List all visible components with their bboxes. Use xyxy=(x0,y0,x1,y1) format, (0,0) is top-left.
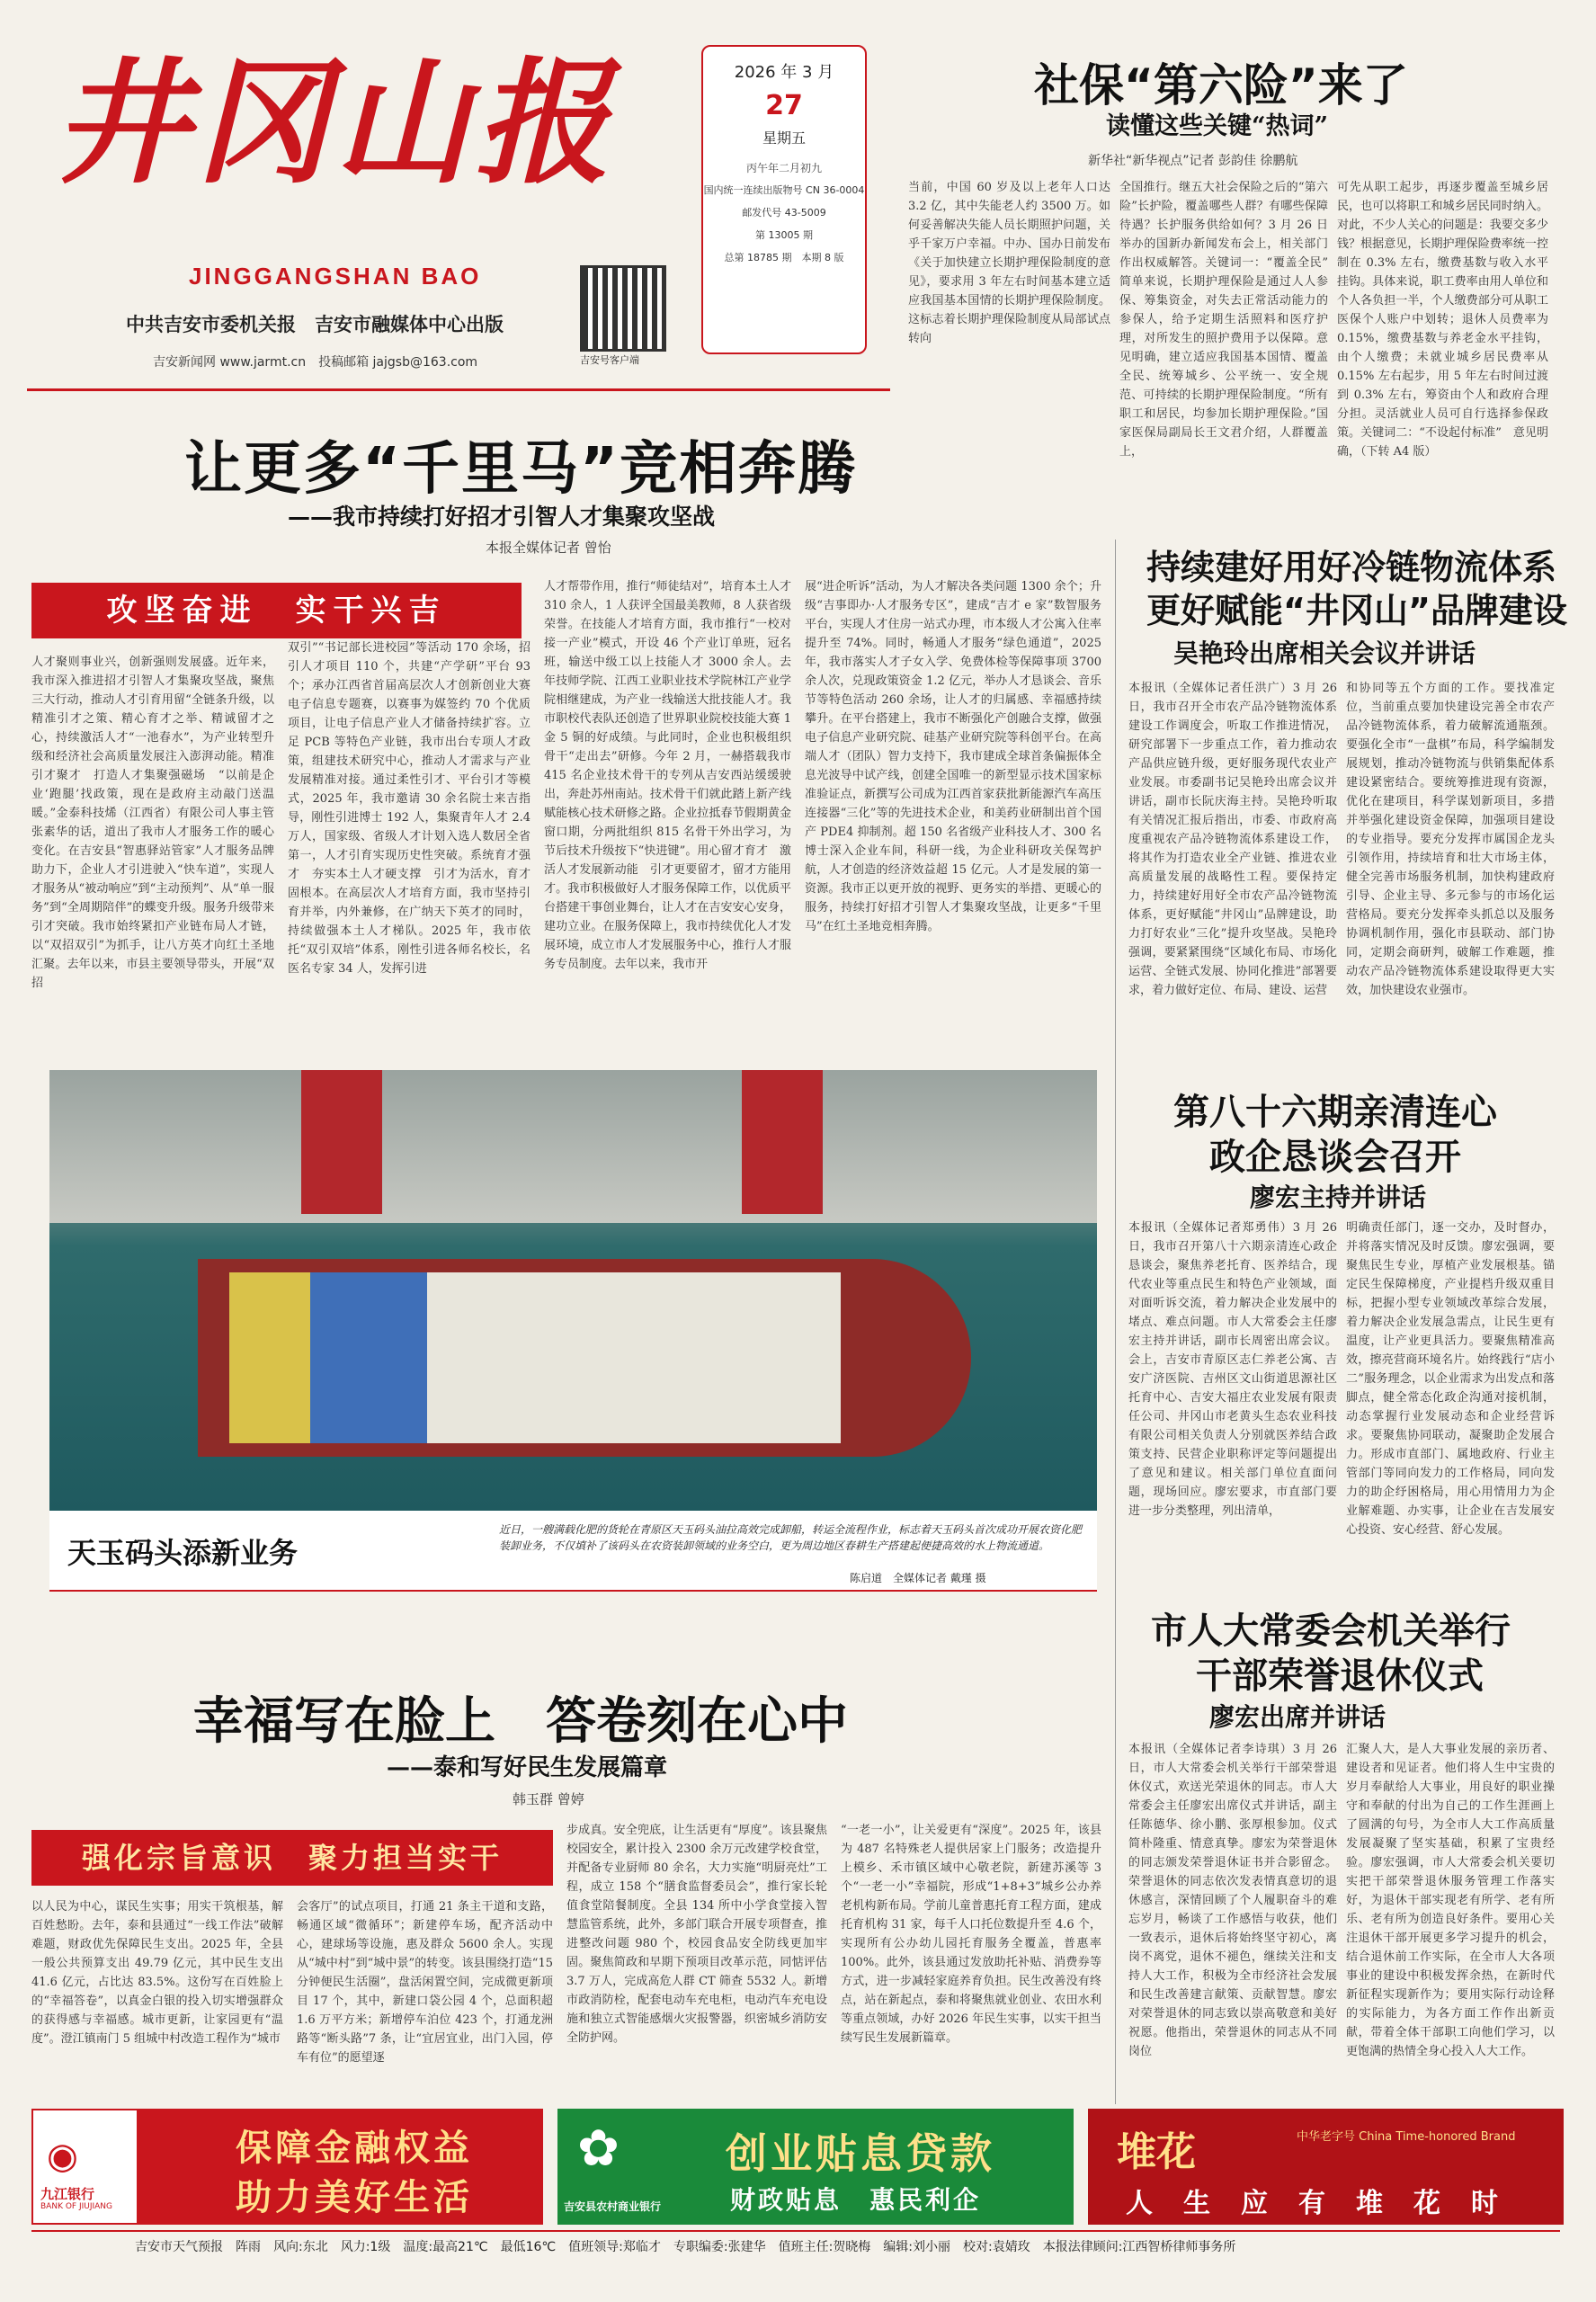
ad3-sub: 中华老字号 China Time-honored Brand xyxy=(1297,2130,1516,2144)
masthead-pinyin: JINGGANGSHAN BAO xyxy=(189,263,482,290)
qr-code-icon xyxy=(580,265,666,352)
retire-subhead: 廖宏出席并讲话 xyxy=(1209,1702,1386,1732)
livelihood-col4: “一老一小”，让关爱更有“深度”。2025 年，该县为 487 名特殊老人提供居家上门服务；改造提升上模乡、禾市镇区域中心敬老院，新建苏溪等 3 个“一老一小”幸福院，形成“1+8+3”城乡公办养老机构新布局。学前儿童普惠托育工程方面，建成托育机构 31 家，每千人口托位数提升至 4.6 个，实现所有公办幼儿园托育服务全覆盖，普惠率 100%。此外，该县通过发放助托补贴、消费券等方式，进一步减轻家庭养育负担。民生改善没有终点，站在新起点，泰和将聚焦就业创业、农田水利等重点领域，办好 2026 年民生实事，以实干担当续写民生发展新篇章。 xyxy=(841,1824,1101,2045)
retire-headline-1: 市人大常委会机关举行 xyxy=(1151,1611,1511,1652)
bank-logo-icon: ◉ xyxy=(47,2136,78,2177)
rural-bank-logo-icon: ✿ xyxy=(577,2119,620,2178)
lead-col4: 展“进企听诉”活动，为人才解决各类问题 1300 余个；升级“吉事即办·人才服务专区”，建成“吉才 e 家”数智服务平台，实现人才住房一站式办理，市本级人才公寓入住率提升至 74%。同时，畅通人才服务“绿色通道”，2025 年，我市落实人才子女入学、免费体检等保障事项 3700 余人次，兑现政策资金 1.2 亿元，举办人才恳谈会、音乐节等特色活动 260 余场，让人才的归属感、幸福感持续攀升。在平台搭建上，我市不断强化产创融合支撑，做强电子信息产业研究院、硅基产业研究院等科创平台。在高端人才（团队）智力支持下，我市建成全球首条偏振体全息光波导中试产线，创建全国唯一的新型显示技术国家标准验证点，新撰写公司成为江西首家获批新能源汽车高压连接器“三化”等的先进技术企业，和美药业研制出首个国产 PDE4 抑制剂。超 150 名省级产业科技人才、300 名博士深入企业车间，科研一线，为企业科研攻关保驾护航，人才创造的经济效益超 15 亿元。人才是发展的第一资源。我市正以更开放的视野、更务实的举措、更暖心的服务，持续打好招才引智人才集聚攻坚战，让更多“千里马”在红土圣地竞相奔腾。 xyxy=(805,580,1101,933)
masthead-title: 井冈山报 xyxy=(54,44,616,202)
crane-right xyxy=(742,1070,823,1214)
date-box xyxy=(701,45,867,354)
ad1-line1: 保障金融权益 xyxy=(236,2128,473,2169)
masthead-org: 中共吉安市委机关报 吉安市融媒体中心出版 xyxy=(126,314,504,335)
qinqing-subhead: 廖宏主持并讲话 xyxy=(1250,1182,1427,1212)
photo-credit: 陈启道 全媒体记者 戴瑾 摄 xyxy=(850,1572,986,1584)
issue-day: 27 xyxy=(765,90,803,121)
qinqing-headline-2: 政企恳谈会召开 xyxy=(1209,1137,1461,1178)
ad-jiujiang-bank[interactable] xyxy=(31,2109,543,2225)
top-story-headline: 社保“第六险”来了 xyxy=(1034,59,1408,112)
retire-col2: 汇聚人大，是人大事业发展的亲历者、建设者和见证者。他们将人生中宝贵的岁月奉献给人大事业，用良好的职业操守和奉献的付出为自己的工作生涯画上了圆满的句号，为全市人大工作高质量发展凝聚了坚实基础，积累了宝贵经验。廖宏强调，市人大常委会机关要切实把干部荣誉退休服务管理工作落实好，为退休干部实现老有所学、老有所乐、老有所为创造良好条件。要用心关注退休干部开展更多学习提升的机会，结合退休前工作实际，在全市人大各项事业的建设中积极发挥余热，在新时代新征程实现新作为；要用实际行动诠释的实际能力，为各方面工作作出新贡献，带着全体干部职工向他们学习，以更饱满的热情全身心投入人大工作。 xyxy=(1346,1743,1555,2058)
total-issue: 总第 18785 期 本期 8 版 xyxy=(724,252,844,263)
qinqing-headline-1: 第八十六期亲清连心 xyxy=(1173,1092,1497,1133)
lunar-date: 丙午年二月初九 xyxy=(745,162,822,174)
livelihood-col2: 会客厅”的试点项目，打通 21 条主干道和支路，畅通区域“微循环”；新建停车场，配齐活动中心，建球场等设施，惠及群众 5600 余人。实现从“城中村”到“城中景”的转变。该县围绕打造“15 分钟便民生活圈”，盘活闲置空间，完成微更新项目 17 个，其中，新建口袋公园 4 个，总面积超 1.6 万平方米；新增停车泊位 423 个，打通龙洲路等“断头路”7 条，让“宜居宜业，出门入园，停车有位”的愿望逐 xyxy=(297,1900,553,2065)
qr-label: 吉安号客户端 xyxy=(580,354,639,366)
ad2-line2: 财政贴息 惠民利企 xyxy=(730,2185,982,2215)
ad2-name: 吉安县农村商业银行 xyxy=(564,2200,662,2213)
coldchain-col1: 本报讯（全媒体记者任洪广）3 月 26 日，我市召开全市农产品冷链物流体系建设工作调度会，听取工作推进情况，研究部署下一步重点工作，着力推动农产品供应链升级，更好服务现代农业产业发展。市委副书记吴艳玲出席会议并讲话，副市长阮庆海主持。吴艳玲听取有关情况汇报后指出，市委、市政府高度重视农产品冷链物流体系建设工作，将其作为打造农业全产业链、推进农业高质量发展的战略性工程。要保持定力，持续建好用好全市农产品冷链物流体系，更好赋能“井冈山”品牌建设，助力打好农业“三化”提升攻坚战。吴艳玲强调，要紧紧围绕“区域化布局、市场化运营、全链式发展、协同化推进”部署要求，着力做好定位、布局、建设、运营 xyxy=(1128,682,1337,997)
ship-cargo xyxy=(229,1272,841,1443)
issue-number: 第 13005 期 xyxy=(755,229,813,241)
lead-headline: 让更多“千里马”竞相奔腾 xyxy=(184,436,858,503)
coldchain-subhead: 吴艳玲出席相关会议并讲话 xyxy=(1173,638,1476,668)
livelihood-col3: 步成真。安全兜底，让生活更有“厚度”。该县聚焦校园安全，累计投入 2300 余万元改建学校食堂，并配备专业厨师 80 余名，大力实施“明厨亮灶”工程，成立 158 个“膳食监督委员会”，推行家长轮值食堂陪餐制度。全县 134 所中小学食堂接入智慧监管系统，此外，多部门联合开展专项督查，推进整改问题 980 个，校园食品安全防线更加牢固。聚焦简政和早期下预项目改革示范，同惦评估 3.7 万人，完成高危人群 CT 筛查 5532 人。新增市政消防栓，配套电动车充电柜，电动汽车充电设施和独立式智能感烟火灾报警器，织密城乡消防安全防护网。 xyxy=(566,1824,827,2045)
cn-number: 国内统一连续出版物号 CN 36-0004 xyxy=(703,184,865,196)
post-code: 邮发代号 43-5009 xyxy=(742,207,826,219)
ad1-name: 九江银行 xyxy=(40,2186,95,2202)
masthead-rule xyxy=(27,388,890,391)
lead-banner: 攻坚奋进 实干兴吉 xyxy=(31,583,522,638)
livelihood-byline: 韩玉群 曾婷 xyxy=(513,1791,584,1807)
masthead-web: 吉安新闻网 www.jarmt.cn 投稿邮箱 jajgsb@163.com xyxy=(153,355,478,370)
top-story-col2: 全国推行。继五大社会保险之后的“第六险”长护险，覆盖哪些人群？有哪些保障待遇？长护服务供给如何？3 月 26 日举办的国新办新闻发布会上，相关部门作出权威解答。关键词一：“覆盖全民” 简单来说，长期护理保险是通过人人参保、筹集资金，对失去正常活动能力的参保人，给予定期生活照料和医疗护理，对所发生的照护费用予以保障。意见明确，建立适应我国基本国情、覆盖全民、统筹城乡、公平统一、安全规范、可持续的长期护理保险制度。“所有职工和居民，均参加长期护理保险。”国家医保局副局长王文君介绍，人群覆盖上， xyxy=(1119,181,1341,459)
ad3-name: 堆花 xyxy=(1117,2129,1196,2175)
retire-col1: 本报讯（全媒体记者李诗琪）3 月 26 日，市人大常委会机关举行干部荣誉退休仪式，欢送光荣退休的同志。市人大常委会主任廖宏出席仪式并讲话，副主任陈德华、徐小鹏、张厚根参加。仪式简朴隆重、情意真挚。廖宏为荣誉退休的同志颁发荣誉退休证书并合影留念。荣誉退休的同志依次发表情真意切的退休感言，深情回顾了个人履职奋斗的难忘岁月，畅谈了工作感悟与收获，他们一致表示，退休后将始终坚守初心，离岗不离党，退休不褪色，继续关注和支持人大工作，积极为全市经济社会发展和民生改善建言献策、贡献智慧。廖宏对荣誉退休的同志致以崇高敬意和美好祝愿。他指出，荣誉退休的同志从不同岗位 xyxy=(1128,1743,1337,2058)
qinqing-col1: 本报讯（全媒体记者郑勇伟）3 月 26 日，我市召开第八十六期亲清连心政企恳谈会，聚焦养老托育、医养结合，现代农业等重点民生和特色产业领域，面对面听诉交流，着力解决企业发展中的堵点、难点问题。市人大常委会主任廖宏主持并讲话，副市长周密出席会议。会上，吉安市青原区志仁养老公寓、吉安广济医院、吉州区文山街道思源社区托育中心、吉安大福庄农业发展有限责任公司、井冈山市老黄头生态农业科技有限公司相关负责人分别就医养结合政策支持、民营企业职称评定等问题提出了意见和建议。相关部门单位直面问题，现场回应。廖宏要求，市直部门要进一步分类整理，列出清单， xyxy=(1128,1221,1337,1518)
ad1-sub: BANK OF JIUJIANG xyxy=(40,2202,113,2211)
coldchain-col2: 和协同等五个方面的工作。要找准定位，当前重点要加快建设完善全市农产品冷链物流体系，着力破解流通瓶颈。要强化全市“一盘棋”布局，科学编制发展规划，推动冷链物流与供销集配体系建设紧密结合。要统筹推进现有资源，优化在建项目，科学谋划新项目，多措并举强化建设资金保障，加强项目建设的专业指导。要充分发挥市属国企龙头引领作用，持续培育和壮大市场主体，健全完善市场服务机制，加快构建政府引导、企业主导、多元参与的市场化运营格局。要充分发挥牵头抓总以及服务协调机制作用，强化市县联动、部门协同，定期会商研判，破解工作难题，推动农产品冷链物流体系建设取得更大实效，加快建设农业强市。 xyxy=(1346,682,1555,997)
top-story-byline: 新华社“新华视点”记者 彭韵佳 徐鹏航 xyxy=(1088,154,1298,168)
dock-area xyxy=(49,1070,1097,1223)
livelihood-col1: 以人民为中心，谋民生实事；用实干筑根基，解百姓愁盼。去年，泰和县通过“一线工作法”破解难题，财政优先保障民生支出。2025 年，全县一般公共预算支出 49.79 亿元，其中民生支出 41.6 亿元，占比达 83.5%。这份写在百姓脸上的“幸福答卷”，以真金白银的投入切实增强群众的获得感与幸福感。城市更新，让家园更有“温度”。澄江镇南门 5 组城中村改造工程作为“城市 xyxy=(31,1900,283,2046)
lead-col3: 人才帮带作用，推行“师徒结对”，培育本土人才 310 余人，1 人获评全国最美教师，8 人获省级荣誉。在技能人才培育方面，我市推行“一校对接一产业”模式，开设 46 个产业订单班，冠名班，输送中级工以上技能人才 3000 余人。去年技师学院、江西工业职业技术学院林江产业学院相继建成，为产业一线输送大批技能人才。我市职校代表队还创造了世界职业院校技能大赛 1 金 5 铜的好成绩。与此同时，企业也积极组织骨干“走出去”研修。今年 2 月，一赫搭载我市 415 名企业技术骨干的专列从吉安西站缓缓驶出，奔赴苏州南站。技术骨干们就此踏上新产线赋能核心技术研修之路。企业拉抵春节假期黄金窗口期，分两批组织 815 名骨干外出学习，为节后技术升级按下“快进键”。用心留才育才 激活人才发展新动能 引才更要留才，留才方能用才。我市积极做好人才服务保障工作，以优质平台搭建干事创业舞台，让人才在吉安安心安身，建功立业。在服务保障上，我市持续优化人才发展环境，成立市人才发展服务中心，推行人才服务专员制度。去年以来，我市开 xyxy=(544,580,791,971)
ad-duihua[interactable] xyxy=(1088,2109,1564,2225)
lead-col1: 人才聚则事业兴，创新强则发展盛。近年来，我市深入推进招才引智人才集聚攻坚战，聚焦三大行动，推动人才引育用留“全链条升级，以精准引才之策、精心育才之举、精诚留才之心，持续激活人才“一池春水”，为产业转型升级和经济社会高质量发展注入澎湃动能。精准引才聚才 打造人才集聚强磁场 “以前是企业‘跑腿’找政策，现在是政府主动敲门送温暖。”金泰科技烯（江西省）有限公司人事主管张素华的话，道出了我市人才服务工作的暖心变化。在吉安县“智惠驿站管家”人才服务品牌助力下，企业人才引进驶入“快车道”，实现人才服务从“被动响应”到“主动预判”、从“单一服务”到“全周期陪伴”的蝶变升级。服务升级带来引才突破。我市始终紧扣产业链布局人才链，以“双招双引”为抓手，让八方英才向红土圣地汇聚。去年以来，市县主要领导带头，开展“双招 xyxy=(31,656,274,990)
column-divider xyxy=(1115,540,1116,2104)
coldchain-headline-1: 持续建好用好冷链物流体系 xyxy=(1146,548,1557,587)
top-story-col1: 当前，中国 60 岁及以上老年人口达 3.2 亿，其中失能老人约 3500 万。如何妥善解决失能人员长期照护问题，关乎千家万户幸福。中办、国办日前发布《关于加快建立长期护理保险制度的意见》，要求用 3 年左右时间基本建立适应我国基本国情的长期护理保险制度。这标志着长期护理保险制度从局部试点转向 xyxy=(908,181,1110,345)
photo-title: 天玉码头添新业务 xyxy=(67,1536,299,1570)
retire-headline-2: 干部荣誉退休仪式 xyxy=(1196,1655,1484,1697)
footer-rule xyxy=(31,2230,1560,2232)
ad2-line1: 创业贴息贷款 xyxy=(726,2129,995,2178)
lead-subhead: ——我市持续打好招才引智人才集聚攻坚战 xyxy=(288,504,716,530)
coldchain-headline-2: 更好赋能“井冈山”品牌建设 xyxy=(1146,591,1567,630)
livelihood-headline: 幸福写在脸上 答卷刻在心中 xyxy=(193,1692,848,1751)
livelihood-banner: 强化宗旨意识 聚力担当实干 xyxy=(31,1830,553,1886)
qinqing-col2: 明确责任部门，逐一交办，及时督办，并将落实情况及时反馈。廖宏强调，要聚焦民生专业，厚植产业发展根基。锚定民生保障梯度，产业提档升级双重目标，把握小型专业领域改革综合发展，着力解决企业发展急需点，让民生更有温度，让产业更具活力。要聚焦精准高效，擦亮营商环境名片。始终践行“店小二”服务理念，以企业需求为出发点和落脚点，健全常态化政企沟通对接机制，动态掌握行业发展动态和企业经营诉求。要聚焦协同联动，凝聚助企发展合力。形成市直部门、属地政府、行业主管部门等同向发力的工作格局，同向发力的助企纾困格局，用心用情用力为企业解难题、办实事，让企业在吉发展安心投资、安心经营、舒心发展。 xyxy=(1346,1221,1555,1537)
lead-col2: 双引”“书记部长进校园”等活动 170 余场，招引人才项目 110 个，共建“产学研”平台 93 个；承办江西省首届高层次人才创新创业大赛电子信息专题赛，以赛事为媒签约 70 个优质项目，让电子信息产业人才储备持续扩容。立足 PCB 等特色产业链，我市出台专项人才政策，组建技术研究中心，推动人才需求与产业发展精准对接。通过柔性引才、平台引才等模式，2025 年，我市邀请 30 余名院士来吉指导，刚性引进博士 192 人，集聚青年人才 2.4 万人，国家级、省级人才计划入选人数居全省第一，人才引育实现历史性突破。系统育才强才 夯实本土人才硬支撑 引才为活水，育才固根本。在高层次人才培育方面，我市坚持引育并举，内外兼修，在广纳天下英才的同时，持续做强本土人才梯队。2025 年，我市依托“双引双培”体系，刚性引进各师名校长，名医名专家 34 人，发挥引进 xyxy=(288,641,531,976)
issue-weekday: 星期五 xyxy=(762,129,806,147)
livelihood-subhead: ——泰和写好民生发展篇章 xyxy=(387,1754,668,1781)
news-photo xyxy=(49,1070,1097,1511)
ad1-line2: 助力美好生活 xyxy=(236,2177,473,2218)
ad-rural-bank[interactable] xyxy=(557,2109,1074,2225)
footer-info: 吉安市天气预报 阵雨 风向:东北 风力:1级 温度:最高21℃ 最低16℃ 值班领导:郑临才 专职编委:张建华 值班主任:贺晓梅 编辑:刘小丽 校对:袁婧玫 本报法律顾问:江西智桥律师事务所 xyxy=(135,2240,1236,2254)
photo-caption-box xyxy=(49,1511,1097,1592)
top-story-col3: 可先从职工起步，再逐步覆盖至城乡居民，也可以将职工和城乡居民同时纳入。对此，不少人关心的问题是：我要交多少钱？根据意见，长期护理保险费率统一控制在 0.3% 左右，缴费基数与收入水平挂钩。具体来说，职工费率由用人单位和个人各负担一半，个人缴费部分可从职工医保个人账户中划转；退休人员费率为 0.15%，缴费基数与养老金水平挂钩，由个人缴费；未就业城乡居民费率从 0.15% 左右起步，用 5 年左右时间过渡到 0.3% 左右，筹资由个人和政府合理分担。灵活就业人员可自行选择参保政策。关键词二：“不设起付标准” 意见明确，（下转 A4 版） xyxy=(1337,181,1548,459)
ad3-line1: 人 生 应 有 堆 花 时 xyxy=(1126,2188,1500,2219)
issue-date: 2026 年 3 月 xyxy=(734,63,834,82)
crane-left xyxy=(301,1070,382,1214)
lead-byline: 本报全媒体记者 曾怡 xyxy=(486,540,611,556)
top-story-subhead: 读懂这些关键“热词” xyxy=(1106,112,1329,140)
photo-caption: 近日，一艘满载化肥的货轮在青原区天玉码头油拉高效完成卸船，转运全流程作业，标志着天玉码头首次成功开展农资化肥装卸业务，不仅填补了该码头在农资装卸领域的业务空白，更为周边地区春耕生产搭建起便捷高效的水上物流通道。 xyxy=(499,1523,1083,1552)
